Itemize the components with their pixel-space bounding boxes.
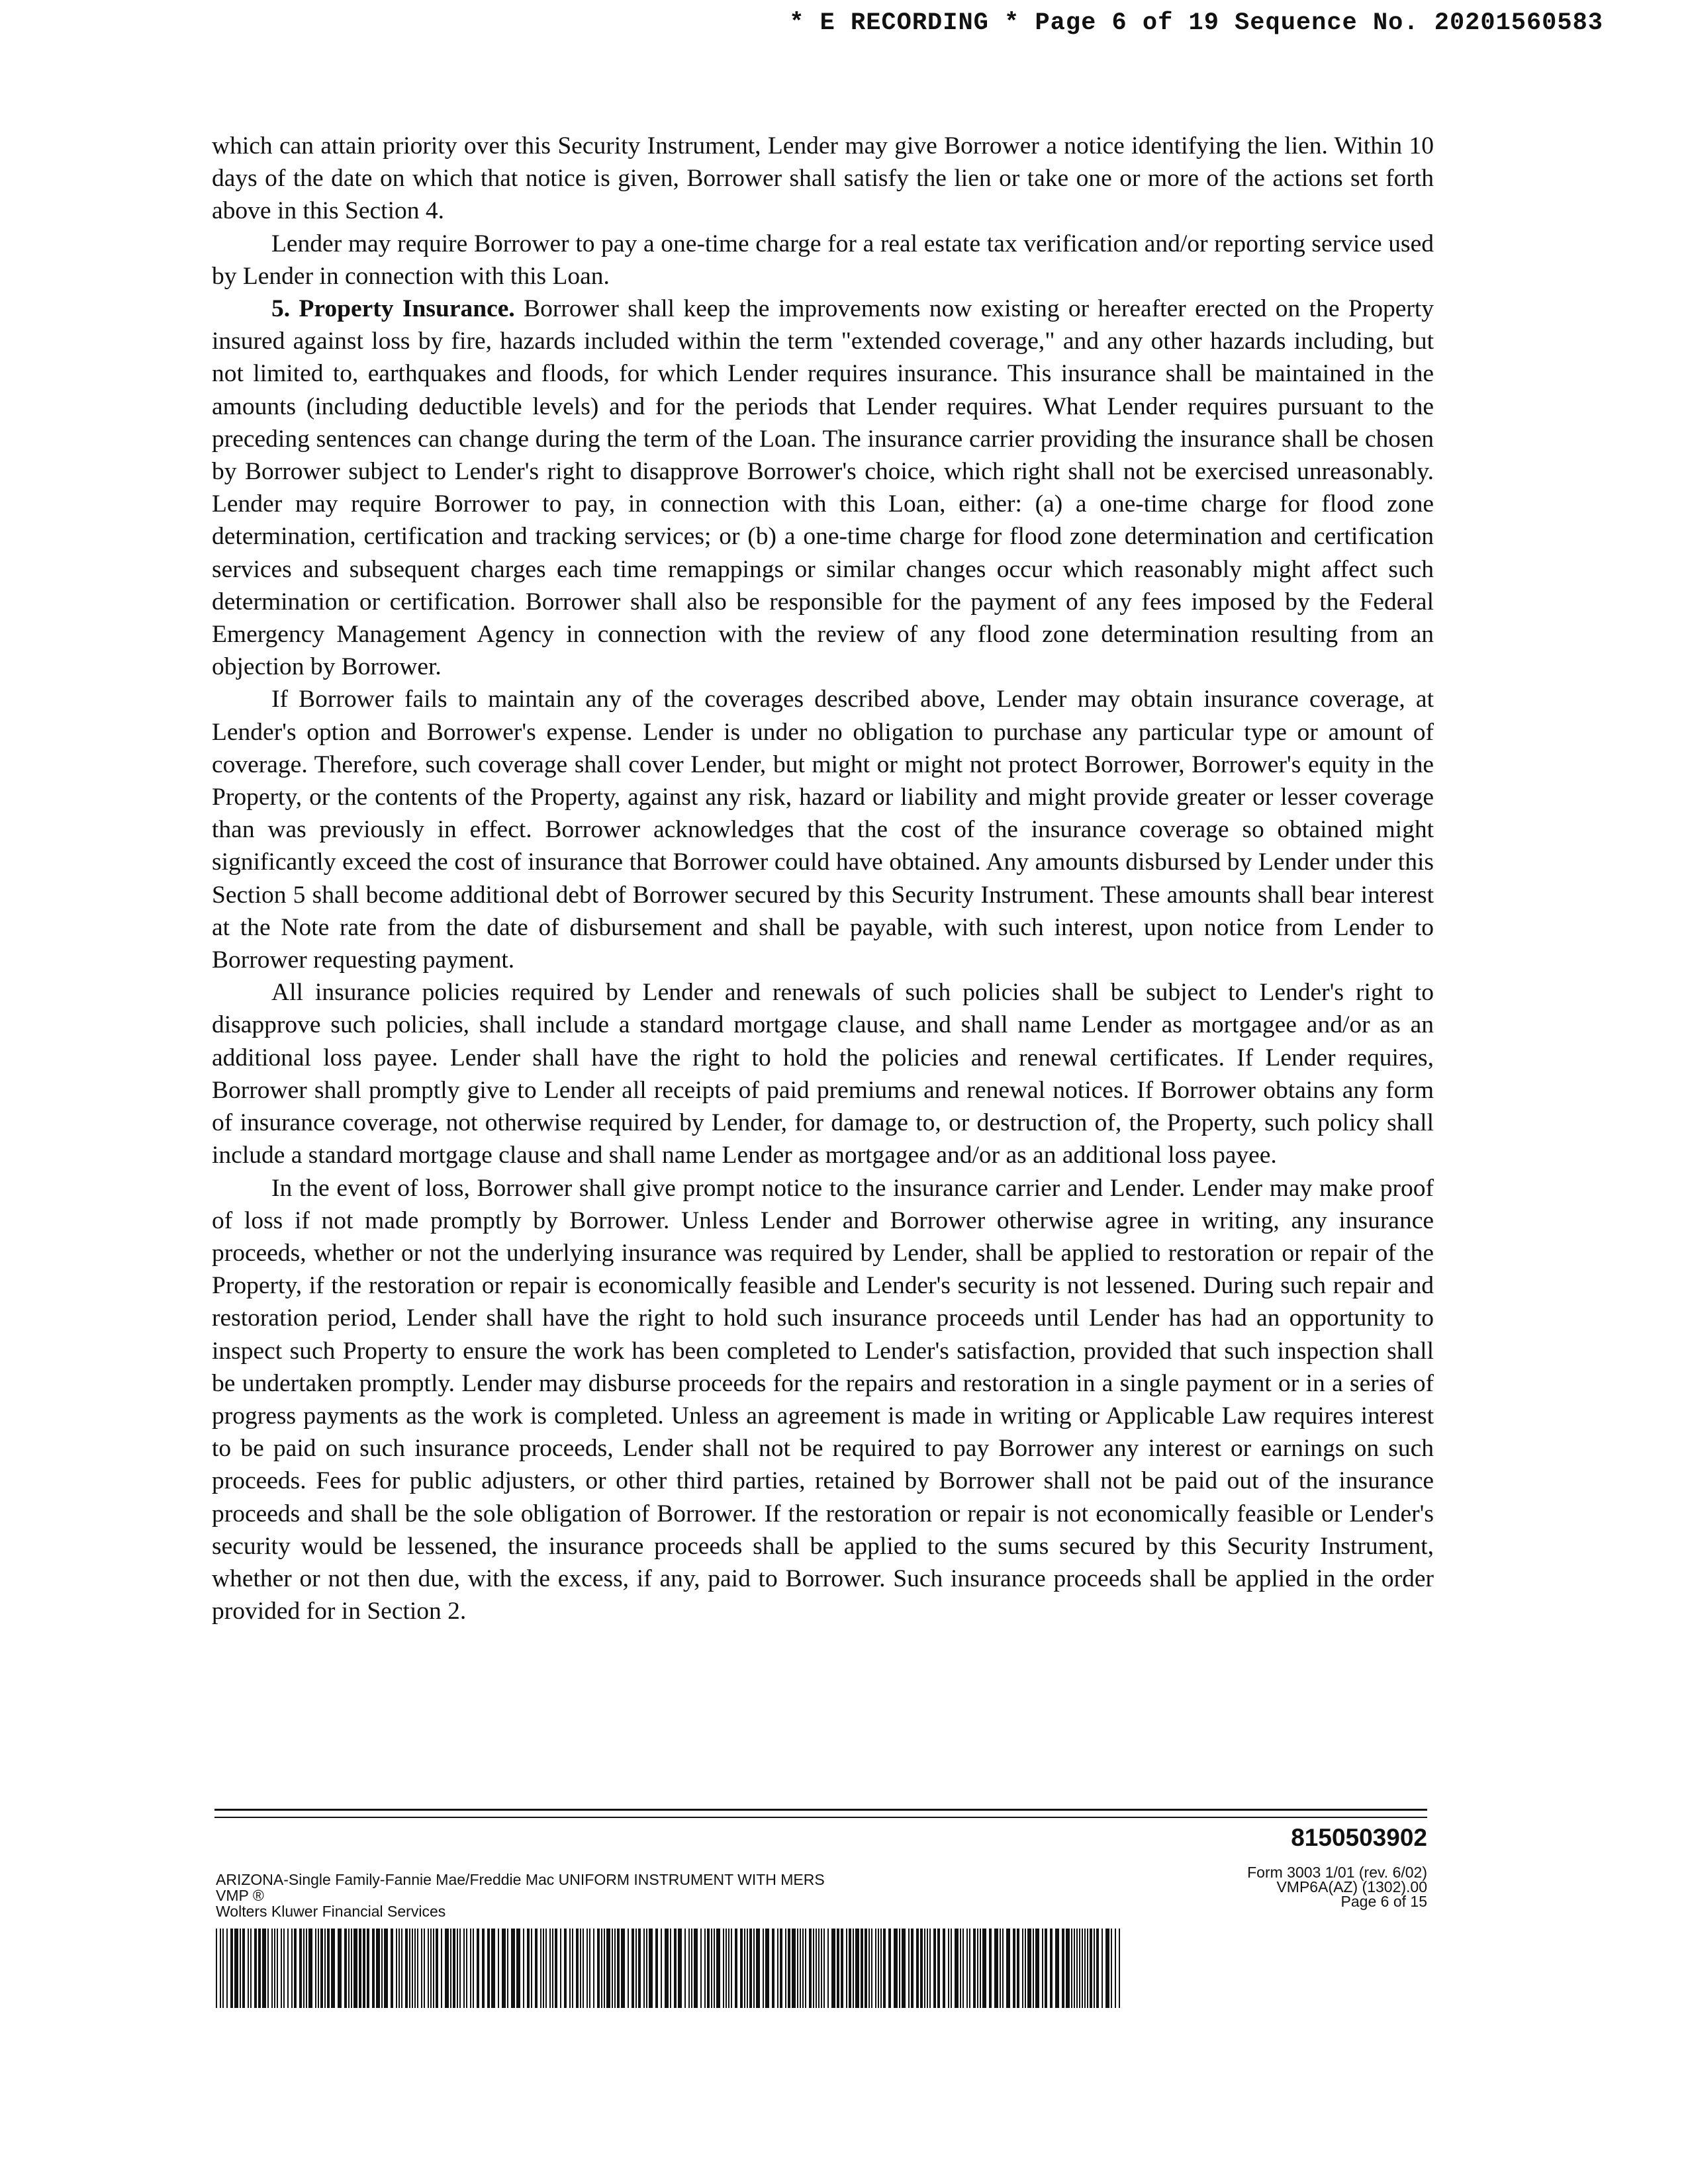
barcode-bar [638,1929,641,2008]
barcode-bar [1094,1929,1095,2008]
barcode-bar [498,1929,499,2008]
barcode-bar [744,1929,745,2008]
barcode-bar [621,1929,625,2008]
barcode-bar [351,1929,352,2008]
barcode-bar [283,1929,285,2008]
barcode-bar [320,1929,323,2008]
barcode-bar [535,1929,538,2008]
barcode-bar [966,1929,968,2008]
barcode-bar [929,1929,931,2008]
barcode-bar [924,1929,925,2008]
barcode-bar [287,1929,289,2008]
form-description [216,1872,984,1919]
barcode-bar [453,1929,455,2008]
barcode-bar [430,1929,432,2008]
barcode-bar [837,1929,839,2008]
section-heading: 5. Property Insurance. [271,295,515,323]
barcode-bar [549,1929,551,2008]
barcode-bar [308,1929,312,2008]
barcode-bar [1013,1929,1015,2008]
barcode-bar [324,1929,326,2008]
barcode-bar [818,1929,820,2008]
barcode-bar [248,1929,249,2008]
barcode-bar [792,1929,796,2008]
barcode-bar [937,1929,940,2008]
barcode-bar [902,1929,906,2008]
barcode-bar [216,1929,217,2008]
barcode-bar [861,1929,863,2008]
form-identifier [1247,1865,1427,1909]
barcode-bar [943,1929,945,2008]
barcode-bar [569,1929,571,2008]
barcode-bar [1111,1929,1112,2008]
barcode-bar [614,1929,616,2008]
barcode-bar [632,1929,634,2008]
paragraph-event-of-loss: In the event of loss, Borrower shall give prompt notice to the insurance carrier and Lender. Lender may make proof of loss if not made promptly by Borrower. Unless Lender and Borrower otherwise agree in writing, any insurance proceeds, whether or not the underlying insurance was required by Lender, shall be applied to restoration or repair of the Property, if the restoration or repair is economically feasible and Lender's security is not lessened. During such repair and restoration period, Lender shall have the right to hold such insurance proceeds until Lender has had an opportunity to inspect such Property to ensure the work has been completed to Lender's satisfaction, provided that such inspection shall be undertaken promptly. Lender may disburse proceeds for the repairs and restoration in a single payment or in a series of progress payments as the work is completed. Unless an agreement is made in writing or Applicable Law requires interest to be paid on such insurance proceeds, Lender shall not be required to pay Borrower any interest or earnings on such proceeds. Fees for public adjusters, or other third parties, retained by Borrower shall not be paid out of the insurance proceeds and shall be the sole obligation of Borrower. If the restoration or repair is not economically feasible or Lender's security would be lessened, the insurance proceeds shall be applied to the sums secured by this Security Instrument, whether or not then due, with the excess, if any, paid to Borrower. Such insurance proceeds shall be applied in the order provided for in Section 2. [212,1174,1434,1625]
barcode-bar [878,1929,879,2008]
barcode-bar [805,1929,806,2008]
barcode-bar [723,1929,724,2008]
barcode-bar [262,1929,266,2008]
barcode-bar [457,1929,458,2008]
barcode-bar [661,1929,662,2008]
barcode-bar [1090,1929,1092,2008]
barcode-bar [894,1929,898,2008]
barcode-bar [589,1929,590,2008]
barcode-bar [405,1929,408,2008]
barcode-bar [670,1929,671,2008]
barcode-bar [849,1929,851,2008]
barcode-bar [962,1929,964,2008]
barcode-bar [688,1929,690,2008]
barcode-bar [1042,1929,1043,2008]
barcode-bar [220,1929,221,2008]
barcode-bar [888,1929,891,2008]
barcode-bar [749,1929,752,2008]
barcode-bar [274,1929,275,2008]
barcode-bar [1071,1929,1072,2008]
barcode-bar [441,1929,442,2008]
barcode-bar [318,1929,319,2008]
barcode-bar [597,1929,600,2008]
barcode-bar [617,1929,620,2008]
barcode-bar [1033,1929,1034,2008]
barcode-bar [821,1929,822,2008]
barcode-bar [367,1929,369,2008]
barcode-bar [511,1929,515,2008]
barcode-bar [445,1929,449,2008]
barcode-bar [299,1929,302,2008]
barcode-bar [665,1929,669,2008]
barcode-bar [735,1929,737,2008]
paragraph-text: Borrower shall keep the improvements now existing or hereafter erected on the Property insured against loss by fire, hazards included within the term "extended coverage," and any other hazards including, but not limited to, earthquakes and floods, for which Lender requires insurance. This insurance shall be maintained in the amounts (including deductible levels) and for the periods that Lender requires. What Lender requires pursuant to the preceding sentences can change during the term of the Loan. The insurance carrier providing the insurance shall be chosen by Borrower subject to Lender's right to disapprove Borrower's choice, which right shall not be exercised unreasonably. Lender may require Borrower to pay, in connection with this Loan, either: (a) a one-time charge for flood zone determination, certification and tracking services; or (b) a one-time charge for flood zone determination and certification services and subsequent charges each time remappings or similar changes occur which reasonably might affect such determination or certification. Borrower shall also be responsible for the payment of any fees imposed by the Federal Emergency Management Agency in connection with the review of any flood zone determination resulting from an objection by Borrower. [212,295,1434,681]
barcode-bar [477,1929,479,2008]
barcode-bar [552,1929,553,2008]
barcode-bar [691,1929,692,2008]
barcode-bar [788,1929,790,2008]
barcode-bar [802,1929,804,2008]
barcode-bar [831,1929,835,2008]
barcode-bar [344,1929,347,2008]
barcode-bar [740,1929,743,2008]
barcode-bar [747,1929,748,2008]
paragraph-tax-verification: Lender may require Borrower to pay a one-time charge for a real estate tax verification and/or reporting service used by Lender in connection with this Loan. [212,230,1434,290]
barcode-bar [450,1929,451,2008]
barcode-bar [491,1929,495,2008]
barcode-bar [267,1929,269,2008]
barcode-bar [254,1929,257,2008]
barcode-bar [473,1929,474,2008]
barcode-bar [875,1929,876,2008]
barcode-bar [409,1929,410,2008]
form-number: Form 3003 1/01 (rev. 6/02) [1247,1864,1427,1881]
barcode-bar [250,1929,252,2008]
barcode-bar [780,1929,782,2008]
barcode-bar [726,1929,727,2008]
barcode-bar [846,1929,847,2008]
loan-number: 8150503902 [1291,1824,1427,1851]
barcode [216,1929,1124,2008]
barcode-bar [258,1929,261,2008]
barcode-bar [412,1929,413,2008]
barcode-bar [635,1929,637,2008]
barcode-bar [880,1929,882,2008]
barcode-bar [865,1929,867,2008]
barcode-bar [772,1929,774,2008]
barcode-bar [564,1929,567,2008]
barcode-bar [580,1929,581,2008]
barcode-bar [230,1929,233,2008]
barcode-bar [1096,1929,1099,2008]
barcode-bar [1022,1929,1023,2008]
barcode-bar [678,1929,682,2008]
barcode-bar [763,1929,764,2008]
barcode-bar [531,1929,532,2008]
barcode-bar [649,1929,653,2008]
barcode-bar [487,1929,490,2008]
barcode-bar [601,1929,602,2008]
barcode-bar [927,1929,928,2008]
barcode-bar [973,1929,976,2008]
barcode-bar [714,1929,715,2008]
barcode-bar [731,1929,732,2008]
barcode-bar [606,1929,610,2008]
barcode-bar [572,1929,573,2008]
barcode-bar [753,1929,755,2008]
barcode-bar [338,1929,342,2008]
barcode-bar [1006,1929,1010,2008]
barcode-bar [372,1929,375,2008]
barcode-bar [704,1929,706,2008]
paragraph-insurance-policies: All insurance policies required by Lender and renewals of such policies shall be subject to Lender's right to disapprove such policies, shall include a standard mortgage clause, and shall name Lender as mortgagee and/or as an additional loss payee. Lender shall have the right to hold the policies and renewal certificates. If Lender requires, Borrower shall promptly give to Lender all receipts of paid premiums and renewal notices. If Borrower obtains any form of insurance coverage, not otherwise required by Lender, for damage to, or destruction of, the Property, such policy shall include a standard mortgage clause and shall name Lender as mortgagee and/or as an additional loss payee. [212,979,1434,1169]
barcode-bar [516,1929,520,2008]
barcode-bar [359,1929,361,2008]
barcode-bar [507,1929,508,2008]
barcode-bar [327,1929,330,2008]
barcode-bar [303,1929,305,2008]
barcode-bar [777,1929,778,2008]
barcode-bar [523,1929,524,2008]
barcode-bar [1084,1929,1086,2008]
barcode-bar [226,1929,228,2008]
paragraph-lien-priority: which can attain priority over this Security Instrument, Lender may give Borrower a notice identifying the lien. Within 10 days of the date on which that notice is given, Borrower shall satisfy the lien or take one or more of the actions set forth above in this Section 4. [212,132,1434,225]
barcode-bar [1055,1929,1059,2008]
barcode-bar [989,1929,992,2008]
barcode-bar [827,1929,829,2008]
form-code: VMP6A(AZ) (1302).00 [1276,1878,1427,1895]
barcode-bar [306,1929,307,2008]
form-page: Page 6 of 15 [1340,1893,1427,1910]
barcode-bar [543,1929,544,2008]
barcode-bar [871,1929,872,2008]
barcode-bar [240,1929,241,2008]
barcode-bar [424,1929,425,2008]
barcode-bar [797,1929,798,2008]
barcode-bar [716,1929,720,2008]
barcode-bar [401,1929,402,2008]
barcode-bar [459,1929,461,2008]
barcode-bar [1082,1929,1083,2008]
barcode-bar [294,1929,297,2008]
barcode-bar [969,1929,970,2008]
barcode-bar [911,1929,914,2008]
barcode-bar [728,1929,729,2008]
barcode-bar [1027,1929,1031,2008]
barcode-bar [1079,1929,1080,2008]
barcode-bar [391,1929,393,2008]
barcode-bar [765,1929,769,2008]
barcode-bar [933,1929,936,2008]
barcode-bar [384,1929,388,2008]
barcode-bar [916,1929,919,2008]
barcode-bar [785,1929,786,2008]
barcode-bar [823,1929,825,2008]
barcode-bar [315,1929,316,2008]
form-title: ARIZONA-Single Family-Fannie Mae/Freddie Mac UNIFORM INSTRUMENT WITH MERS [216,1871,825,1888]
barcode-bar [841,1929,843,2008]
barcode-bar [1115,1929,1116,2008]
barcode-bar [502,1929,506,2008]
barcode-bar [994,1929,998,2008]
barcode-bar [1002,1929,1004,2008]
barcode-bar [756,1929,760,2008]
barcode-bar [281,1929,282,2008]
barcode-bar [951,1929,952,2008]
barcode-bar [674,1929,677,2008]
barcode-bar [1087,1929,1088,2008]
barcode-bar [277,1929,278,2008]
footer-divider [214,1809,1427,1811]
recording-header: * E RECORDING * Page 6 of 19 Sequence No. 20201560583 [789,9,1603,37]
barcode-bar [694,1929,698,2008]
barcode-bar [1045,1929,1047,2008]
barcode-bar [234,1929,238,2008]
barcode-bar [433,1929,434,2008]
barcode-bar [816,1929,817,2008]
barcode-bar [222,1929,224,2008]
barcode-bar [353,1929,357,2008]
barcode-bar [700,1929,702,2008]
barcode-bar [868,1929,870,2008]
barcode-bar [291,1929,293,2008]
barcode-bar [466,1929,467,2008]
barcode-bar [977,1929,978,2008]
barcode-bar [1050,1929,1053,2008]
barcode-bar [899,1929,900,2008]
vmp-mark: VMP ® [216,1887,264,1904]
barcode-bar [576,1929,579,2008]
barcode-bar [980,1929,981,2008]
barcode-bar [1102,1929,1103,2008]
barcode-bar [1066,1929,1070,2008]
barcode-bar [800,1929,801,2008]
barcode-bar [1035,1929,1039,2008]
barcode-bar [960,1929,961,2008]
barcode-bar [711,1929,712,2008]
barcode-bar [540,1929,541,2008]
barcode-bar [655,1929,658,2008]
barcode-bar [1000,1929,1001,2008]
barcode-bar [955,1929,959,2008]
paragraph-property-insurance [212,293,1434,683]
barcode-bar [463,1929,465,2008]
barcode-bar [527,1929,530,2008]
barcode-bar [331,1929,335,2008]
barcode-bar [813,1929,814,2008]
paragraph-failure-to-maintain: If Borrower fails to maintain any of the coverages described above, Lender may obtain insurance coverage, at Lender's option and Borrower's expense. Lender is under no obligation to purchase any particular type or amount of coverage. Therefore, such coverage shall cover Lender, but might or might not protect Borrower, Borrower's equity in the Property, or the contents of the Property, against any risk, hazard or liability and might provide greater or lesser coverage than was previously in effect. Borrower acknowledges that the cost of the insurance coverage so obtained might significantly exceed the cost of insurance that Borrower could have obtained. Any amounts disbursed by Lender under this Section 5 shall become additional debt of Borrower secured by this Security Instrument. These amounts shall bear interest at the Note rate from the date of disbursement and shall be payable, with such interest, upon notice from Lender to Borrower requesting payment. [212,686,1434,974]
barcode-bar [348,1929,350,2008]
barcode-bar [1076,1929,1078,2008]
barcode-bar [1074,1929,1075,2008]
barcode-bar [643,1929,645,2008]
barcode-bar [1119,1929,1120,2008]
barcode-bar [920,1929,923,2008]
barcode-bar [271,1929,273,2008]
barcode-bar [399,1929,400,2008]
barcode-bar [593,1929,594,2008]
barcode-bar [376,1929,380,2008]
barcode-bar [908,1929,910,2008]
barcode-bar [583,1929,584,2008]
barcode-bar [482,1929,485,2008]
barcode-bar [381,1929,383,2008]
barcode-bar [948,1929,949,2008]
barcode-bar [586,1929,588,2008]
barcode-bar [684,1929,686,2008]
publisher: Wolters Kluwer Financial Services [216,1903,446,1920]
barcode-bar [1025,1929,1026,2008]
barcode-bar [414,1929,416,2008]
barcode-bar [396,1929,397,2008]
barcode-bar [628,1929,629,2008]
barcode-bar [982,1929,986,2008]
barcode-bar [604,1929,605,2008]
barcode-bar [436,1929,438,2008]
barcode-bar [1105,1929,1109,2008]
barcode-bar [428,1929,429,2008]
barcode-bar [417,1929,418,2008]
barcode-bar [363,1929,365,2008]
barcode-bar [555,1929,557,2008]
barcode-bar [470,1929,471,2008]
barcode-bar [560,1929,561,2008]
barcode-bar [646,1929,647,2008]
document-body [212,130,1434,1627]
barcode-bar [242,1929,245,2008]
barcode-bar [1017,1929,1019,2008]
barcode-bar [853,1929,854,2008]
barcode-bar [1062,1929,1064,2008]
barcode-bar [545,1929,547,2008]
barcode-bar [883,1929,886,2008]
barcode-bar [421,1929,422,2008]
barcode-bar [707,1929,710,2008]
footer-divider [214,1817,1427,1818]
barcode-bar [809,1929,812,2008]
barcode-bar [612,1929,613,2008]
barcode-bar [855,1929,859,2008]
